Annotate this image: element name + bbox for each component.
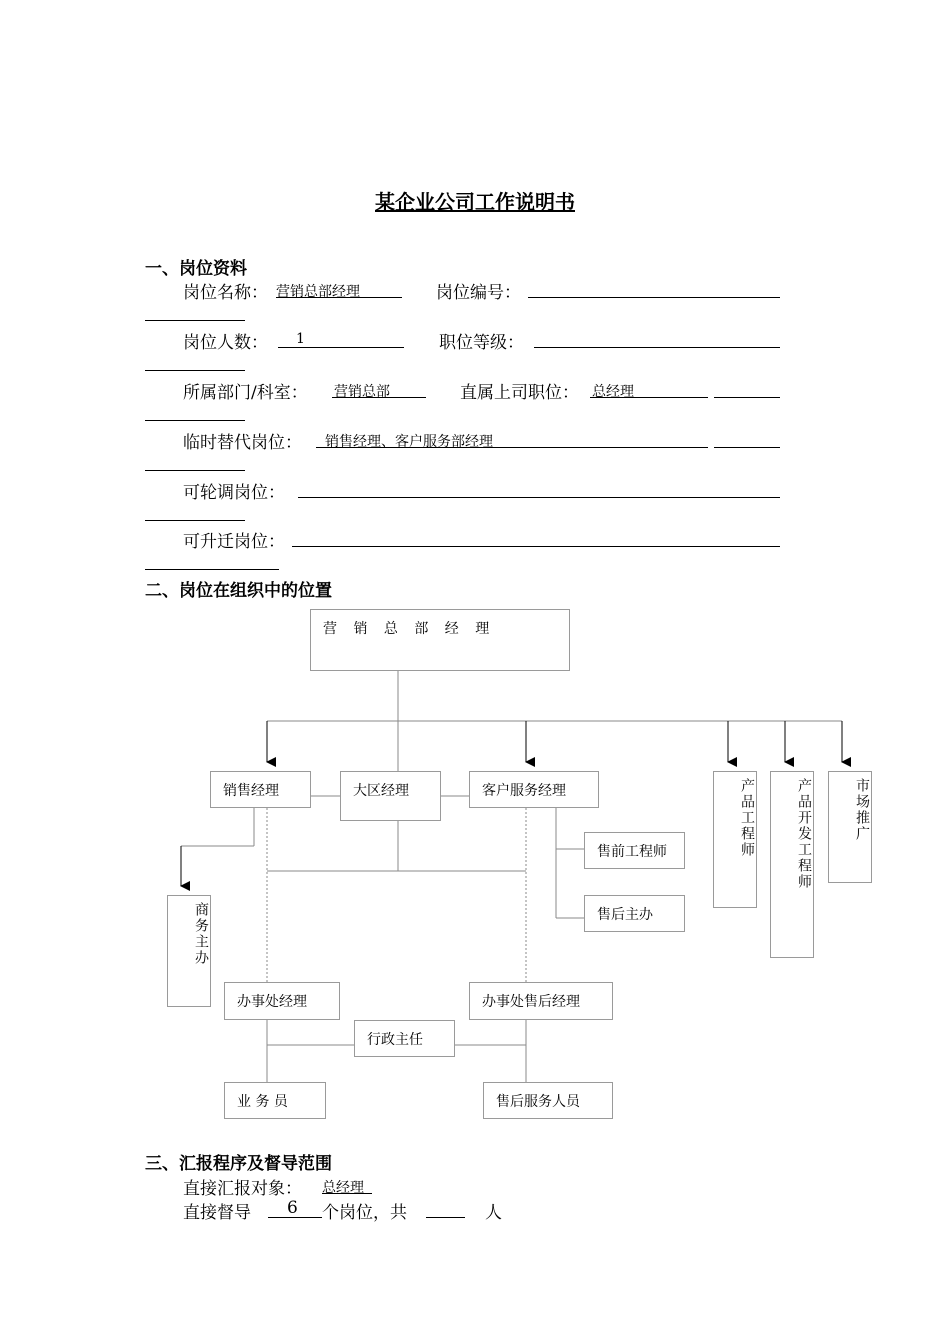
supervise-label-a: 直接督导 — [183, 1203, 251, 1223]
org-label: 市场推广 — [854, 778, 870, 842]
supervise-count-underline — [268, 1217, 322, 1218]
supervise-label-b: 个岗位，共 — [322, 1203, 407, 1223]
org-label: 营 销 总 部 经 理 — [323, 621, 496, 637]
section-heading-position-info: 一、岗位资料 — [145, 259, 247, 279]
org-box-marketing-promotion — [828, 771, 872, 883]
org-label: 办事处售后经理 — [482, 994, 580, 1010]
section-heading-org-position: 二、岗位在组织中的位置 — [145, 581, 332, 601]
position-name-value: 营销总部经理 — [276, 284, 360, 300]
position-code-label: 岗位编号： — [436, 283, 521, 303]
org-label: 商务主办 — [193, 902, 209, 966]
org-label: 售后主办 — [597, 907, 653, 923]
org-label: 行政主任 — [367, 1032, 423, 1048]
report-to-label: 直接汇报对象： — [183, 1179, 302, 1199]
org-label: 业 务 员 — [237, 1094, 288, 1110]
org-label: 产品工程师 — [739, 778, 755, 858]
supervisor-value: 总经理 — [592, 384, 634, 400]
substitute-value: 销售经理、客户服务部经理 — [325, 434, 493, 450]
org-label: 销售经理 — [223, 783, 279, 799]
org-label: 大区经理 — [353, 783, 409, 799]
org-label: 售后服务人员 — [496, 1094, 580, 1110]
org-box-business-lead — [167, 895, 211, 1007]
supervise-count: 6 — [287, 1198, 298, 1218]
org-box-office-manager — [224, 982, 340, 1020]
org-label: 客户服务经理 — [482, 783, 566, 799]
org-box-marketing-director — [310, 609, 570, 671]
supervisor-label: 直属上司职位： — [460, 383, 579, 403]
headcount-label: 岗位人数： — [183, 333, 268, 353]
org-label: 办事处经理 — [237, 994, 307, 1010]
section-heading-reporting: 三、汇报程序及督导范围 — [145, 1154, 332, 1174]
org-box-aftersales-staff — [483, 1082, 613, 1119]
org-label: 售前工程师 — [597, 844, 667, 860]
report-to-value: 总经理 — [322, 1180, 364, 1196]
substitute-label: 临时替代岗位： — [183, 433, 302, 453]
org-box-aftersales-lead — [584, 895, 685, 932]
org-box-presales-engineer — [584, 832, 685, 869]
rotation-label: 可轮调岗位： — [183, 483, 285, 503]
org-box-product-dev-engineer — [770, 771, 814, 958]
grade-label: 职位等级： — [439, 333, 524, 353]
document-title: 某企业公司工作说明书 — [375, 190, 575, 214]
org-box-cs-manager — [469, 771, 599, 808]
org-box-office-aftersales-manager — [469, 982, 613, 1020]
org-box-product-engineer — [713, 771, 757, 908]
supervise-people-field — [426, 1217, 465, 1218]
org-box-region-manager — [340, 771, 441, 821]
org-box-salesperson — [224, 1082, 326, 1119]
org-box-admin-head — [354, 1020, 455, 1057]
department-value: 营销总部 — [334, 384, 390, 400]
headcount-value: 1 — [296, 331, 305, 347]
org-box-sales-manager — [210, 771, 311, 808]
promotion-label: 可升迁岗位： — [183, 532, 285, 552]
supervise-label-c: 人 — [485, 1203, 502, 1223]
org-label: 产品开发工程师 — [796, 778, 812, 890]
position-name-label: 岗位名称： — [183, 283, 268, 303]
department-label: 所属部门/科室： — [183, 383, 308, 403]
report-to-underline — [322, 1193, 372, 1194]
